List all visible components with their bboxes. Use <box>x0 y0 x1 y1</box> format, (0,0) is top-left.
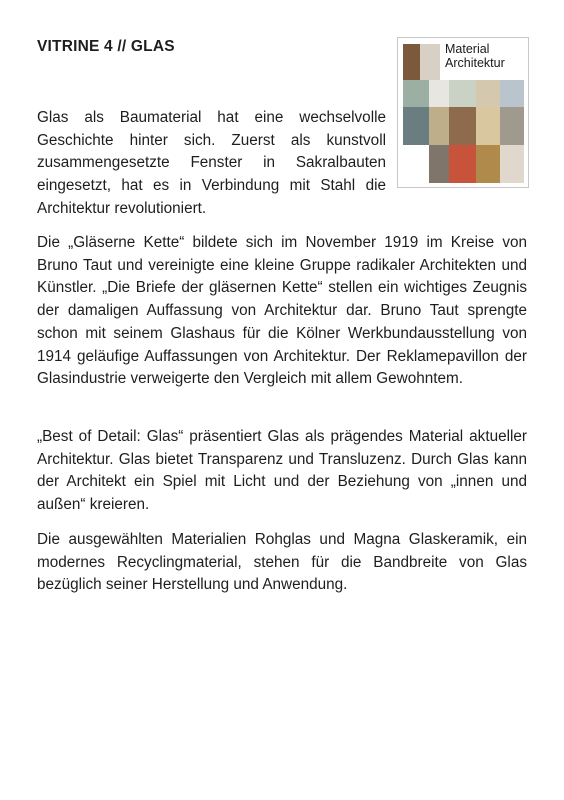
cover-tile <box>403 107 429 145</box>
paragraph-materialien: Die ausgewählten Materialien Rohglas und Magna Glaskeramik, ein modernes Recyclingmaterial, stehen für die Bandbreite von Glas bezüglich seiner Herstellung und Anwendung. <box>37 531 527 594</box>
cover-tile <box>500 80 524 107</box>
cover-tile <box>429 145 449 183</box>
cover-tile <box>476 145 500 183</box>
cover-tile <box>403 80 429 107</box>
material-architektur-cover-image <box>397 37 529 188</box>
cover-tile <box>420 44 440 80</box>
cover-tile <box>500 145 524 183</box>
paragraph-glaeserne-kette: Die „Gläserne Kette“ bildete sich im November 1919 im Kreise von Bruno Taut und vereinigte eine kleine Gruppe radikaler Architekten und Künstler. „Die Briefe der gläsernen Kette“ stellen ein wichtiges Zeugnis der damaligen Auffassung von Architektur dar. Bruno Taut sprengte schon mit seinem Glashaus für die Kölner Werkbundausstellung von 1914 geläufige Auffassungen von Architektur. Der Reklamepavillon der Glasindustrie verweigerte den Vergleich mit allem Gewohntem. <box>37 234 527 388</box>
page-title: VITRINE 4 // GLAS <box>37 38 175 55</box>
cover-title <box>445 42 505 70</box>
cover-tile <box>449 145 476 183</box>
paragraph-best-of-detail: „Best of Detail: Glas“ präsentiert Glas als prägendes Material aktueller Architektur. Glas bietet Transparenz und Transluzenz. Durch Glas kann der Architekt ein Spiel mit Licht und der Beziehung von „innen und außen“ kreieren. <box>37 428 527 514</box>
cover-tile <box>429 107 449 145</box>
cover-tile <box>476 107 500 145</box>
cover-tile <box>449 107 476 145</box>
cover-tile <box>476 80 500 107</box>
cover-tile <box>403 44 420 80</box>
cover-tile <box>500 107 524 145</box>
cover-title-line-1: Material <box>445 42 490 56</box>
cover-tile <box>449 80 476 107</box>
cover-title-line-2: Architektur <box>445 56 505 70</box>
cover-tile <box>429 80 449 107</box>
paragraph-intro: Glas als Baumaterial hat eine wechselvolle Geschichte hinter sich. Zuerst als kunstvoll zusammengesetzte Fenster in Sakralbauten eingesetzt, hat es in Verbindung mit Stahl die Architektur revolutioniert. <box>37 109 386 217</box>
